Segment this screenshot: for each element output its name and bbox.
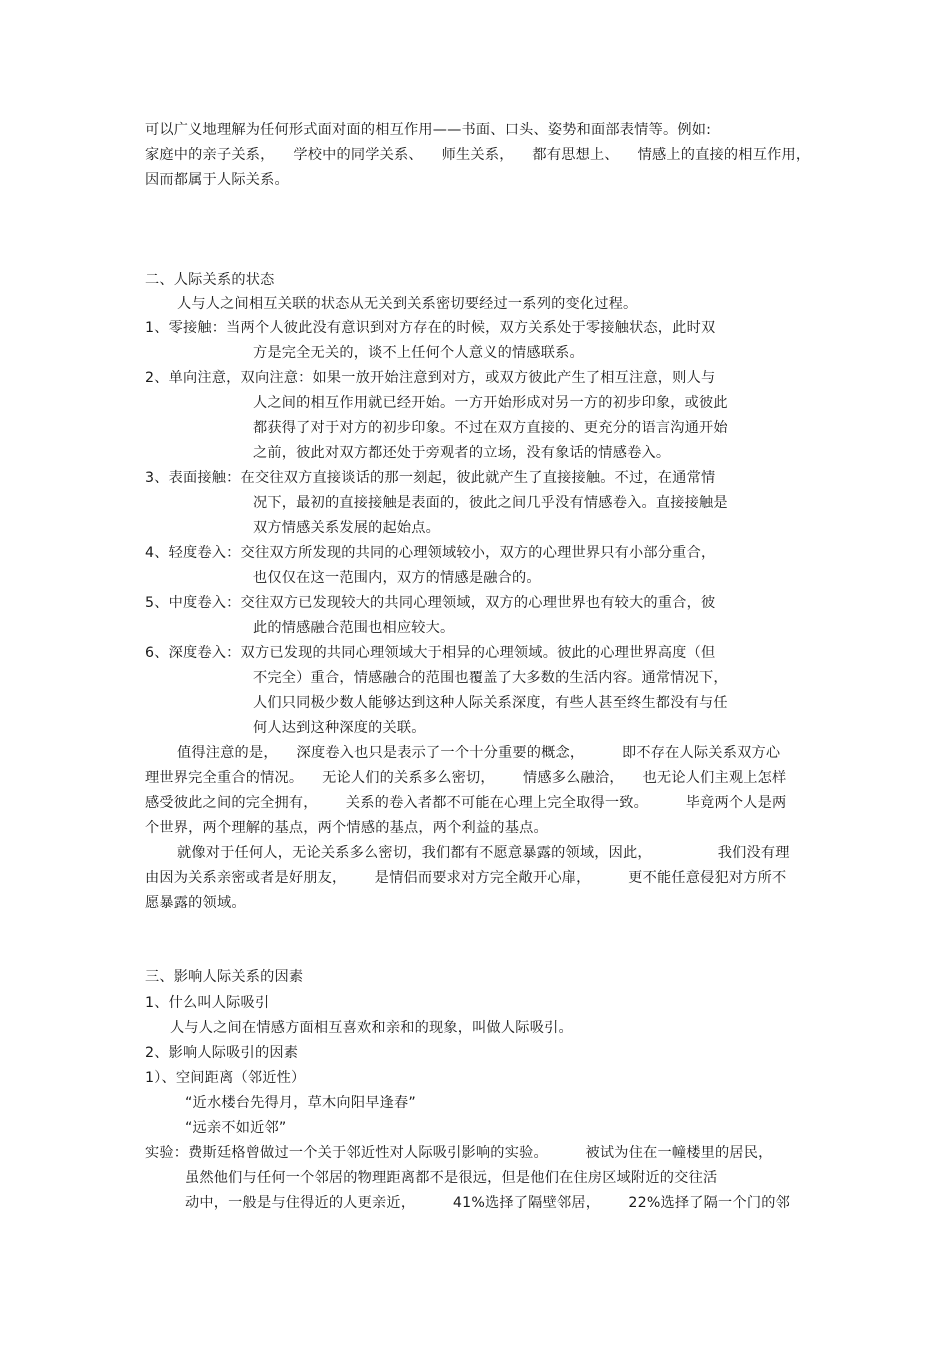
intro-line-2: 家庭中的亲子关系， 学校中的同学关系、 师生关系， 都有思想上、 情感上的直接的相互作用，	[145, 147, 811, 163]
stage-6-line-2: 不完全）重合，情感融合的范围也覆盖了大多数的生活内容。通常情况下，	[253, 670, 728, 686]
stage-2-line-2: 人之间的相互作用就已经开始。一方开始形成对另一方的初步印象，或彼此	[253, 395, 728, 411]
stage-6-line-1: 6、深度卷入：双方已发现的共同心理领域大于相异的心理领域。彼此的心理世界高度（但	[145, 645, 716, 661]
stage-6-line-4: 何人达到这种深度的关联。	[253, 720, 426, 736]
note-paragraph-line-1: 值得注意的是， 深度卷入也只是表示了一个十分重要的概念， 即不存在人际关系双方心	[177, 745, 781, 761]
note-paragraph-line-2: 理世界完全重合的情况。 无论人们的关系多么密切， 情感多么融洽， 也无论人们主观上怎样	[145, 770, 787, 786]
stage-2-line-1: 2、单向注意，双向注意：如果一放开始注意到对方，或双方彼此产生了相互注意，则人与	[145, 370, 716, 386]
factor-1-heading: 1）、空间距离（邻近性）	[145, 1070, 306, 1086]
intro-line-3: 因而都属于人际关系。	[145, 172, 289, 188]
privacy-paragraph-line-2: 由因为关系亲密或者是好朋友， 是情侣而要求对方完全敞开心扉， 更不能任意侵犯对方所不	[145, 870, 787, 886]
experiment-line-2: 虽然他们与任何一个邻居的物理距离都不是很远，但是他们在住房区域附近的交往活	[185, 1170, 718, 1186]
stage-4-line-1: 4、轻度卷入：交往双方所发现的共同的心理领域较小，双方的心理世界只有小部分重合，	[145, 545, 716, 561]
note-paragraph-line-4: 个世界，两个理解的基点，两个情感的基点，两个利益的基点。	[145, 820, 548, 836]
stage-6-line-3: 人们只同极少数人能够达到这种人际关系深度，有些人甚至终生都没有与任	[253, 695, 728, 711]
quote-1: “近水楼台先得月，草木向阳早逢春”	[185, 1095, 416, 1111]
note-paragraph-line-3: 感受彼此之间的完全拥有， 关系的卷入者都不可能在心理上完全取得一致。 毕竟两个人是两	[145, 795, 787, 811]
stage-3-line-1: 3、表面接触：在交往双方直接谈话的那一刻起，彼此就产生了直接接触。不过，在通常情	[145, 470, 716, 486]
stage-5-line-1: 5、中度卷入：交往双方已发现较大的共同心理领域，双方的心理世界也有较大的重合，彼	[145, 595, 716, 611]
stage-2-line-3: 都获得了对于对方的初步印象。不过在双方直接的、更充分的语言沟通开始	[253, 420, 728, 436]
stage-1-line-1: 1、零接触：当两个人彼此没有意识到对方存在的时候，双方关系处于零接触状态，此时双	[145, 320, 716, 336]
stage-2-line-4: 之前，彼此对双方都还处于旁观者的立场，没有象话的情感卷入。	[253, 445, 671, 461]
stage-3-line-2: 况下，最初的直接接触是表面的，彼此之间几乎没有情感卷入。直接接触是	[253, 495, 728, 511]
stage-3-line-3: 双方情感关系发展的起始点。	[253, 520, 441, 536]
stage-1-line-2: 方是完全无关的，谈不上任何个人意义的情感联系。	[253, 345, 584, 361]
privacy-paragraph-line-3: 愿暴露的领域。	[145, 895, 246, 911]
section-3-heading: 三、影响人际关系的因素	[145, 969, 304, 985]
section-2-heading: 二、人际关系的状态	[145, 272, 275, 288]
quote-2: “远亲不如近邻”	[185, 1120, 287, 1136]
intro-line-1: 可以广义地理解为任何形式面对面的相互作用——书面、口头、姿势和面部表情等。例如:	[145, 122, 712, 138]
experiment-line-1: 实验：费斯廷格曾做过一个关于邻近性对人际吸引影响的实验。 被试为住在一幢楼里的居民，	[145, 1145, 773, 1161]
definition-text: 人与人之间在情感方面相互喜欢和亲和的现象，叫做人际吸引。	[170, 1020, 573, 1036]
experiment-line-3: 动中，一般是与住得近的人更亲近， 41%选择了隔壁邻居， 22%选择了隔一个门的邻	[185, 1195, 790, 1211]
stage-5-line-2: 此的情感融合范围也相应较大。	[253, 620, 455, 636]
subsection-1-heading: 1、什么叫人际吸引	[145, 995, 270, 1011]
privacy-paragraph-line-1: 就像对于任何人，无论关系多么密切，我们都有不愿意暴露的领域，因此， 我们没有理	[177, 845, 790, 861]
stage-4-line-2: 也仅仅在这一范围内，双方的情感是融合的。	[253, 570, 541, 586]
subsection-2-heading: 2、影响人际吸引的因素	[145, 1045, 299, 1061]
section-2-intro: 人与人之间相互关联的状态从无关到关系密切要经过一系列的变化过程。	[177, 296, 638, 312]
